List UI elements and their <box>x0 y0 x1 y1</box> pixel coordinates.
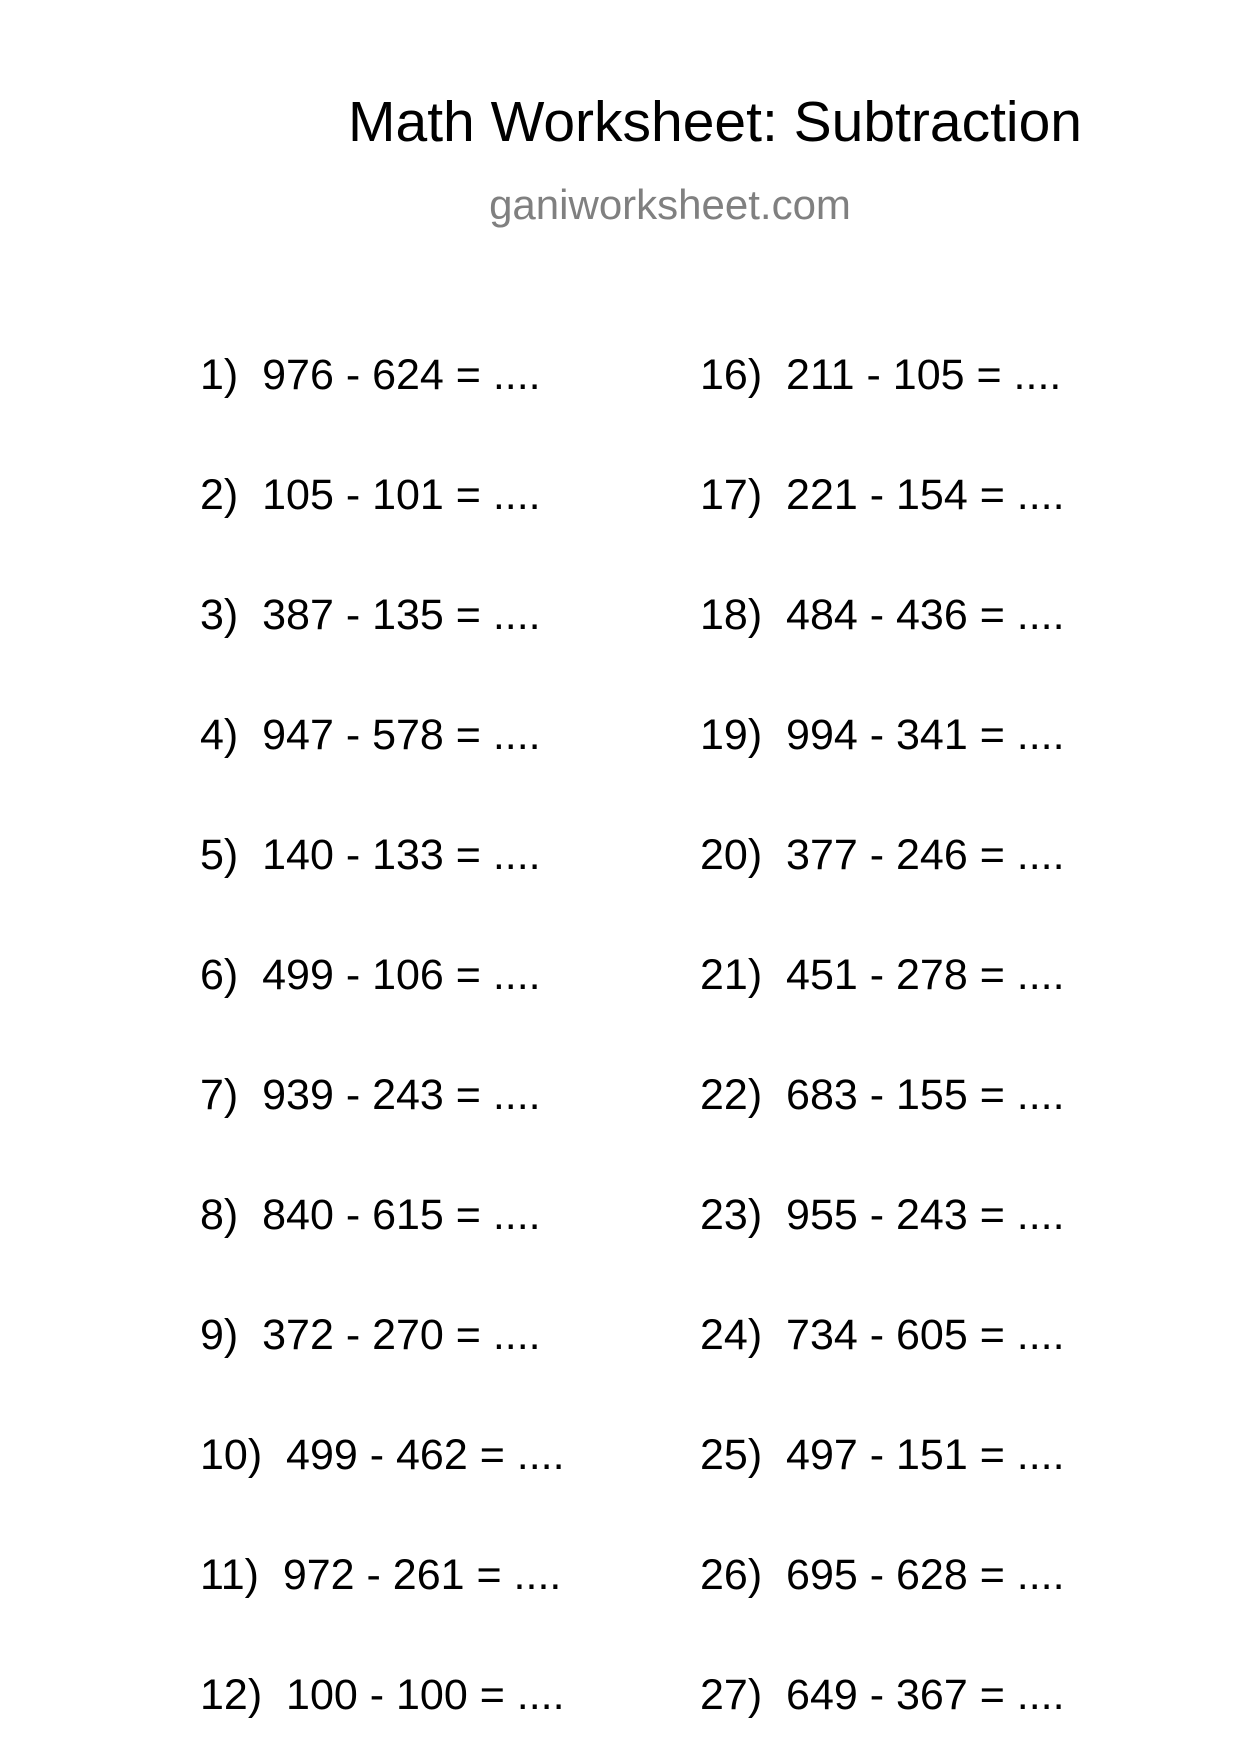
problem-item: 7) 939 - 243 = .... <box>200 1071 541 1119</box>
problem-item: 12) 100 - 100 = .... <box>200 1671 565 1719</box>
problem-item: 19) 994 - 341 = .... <box>700 711 1065 759</box>
problem-item: 25) 497 - 151 = .... <box>700 1431 1065 1479</box>
problem-item: 26) 695 - 628 = .... <box>700 1551 1065 1599</box>
site-watermark: ganiworksheet.com <box>489 181 851 228</box>
problem-item: 22) 683 - 155 = .... <box>700 1071 1065 1119</box>
problem-item: 1) 976 - 624 = .... <box>200 351 541 399</box>
problem-item: 23) 955 - 243 = .... <box>700 1191 1065 1239</box>
problem-item: 17) 221 - 154 = .... <box>700 471 1065 519</box>
problem-item: 18) 484 - 436 = .... <box>700 591 1065 639</box>
worksheet-title: Math Worksheet: Subtraction <box>348 90 1082 154</box>
problem-item: 4) 947 - 578 = .... <box>200 711 541 759</box>
problem-item: 20) 377 - 246 = .... <box>700 831 1065 879</box>
problem-item: 11) 972 - 261 = .... <box>200 1551 562 1599</box>
problem-item: 2) 105 - 101 = .... <box>200 471 541 519</box>
problem-item: 16) 211 - 105 = .... <box>700 351 1062 399</box>
problem-item: 8) 840 - 615 = .... <box>200 1191 541 1239</box>
problem-item: 9) 372 - 270 = .... <box>200 1311 541 1359</box>
problem-item: 10) 499 - 462 = .... <box>200 1431 565 1479</box>
problem-item: 24) 734 - 605 = .... <box>700 1311 1065 1359</box>
problem-item: 27) 649 - 367 = .... <box>700 1671 1065 1719</box>
problem-item: 5) 140 - 133 = .... <box>200 831 541 879</box>
problem-item: 6) 499 - 106 = .... <box>200 951 541 999</box>
problem-item: 21) 451 - 278 = .... <box>700 951 1065 999</box>
problem-item: 3) 387 - 135 = .... <box>200 591 541 639</box>
